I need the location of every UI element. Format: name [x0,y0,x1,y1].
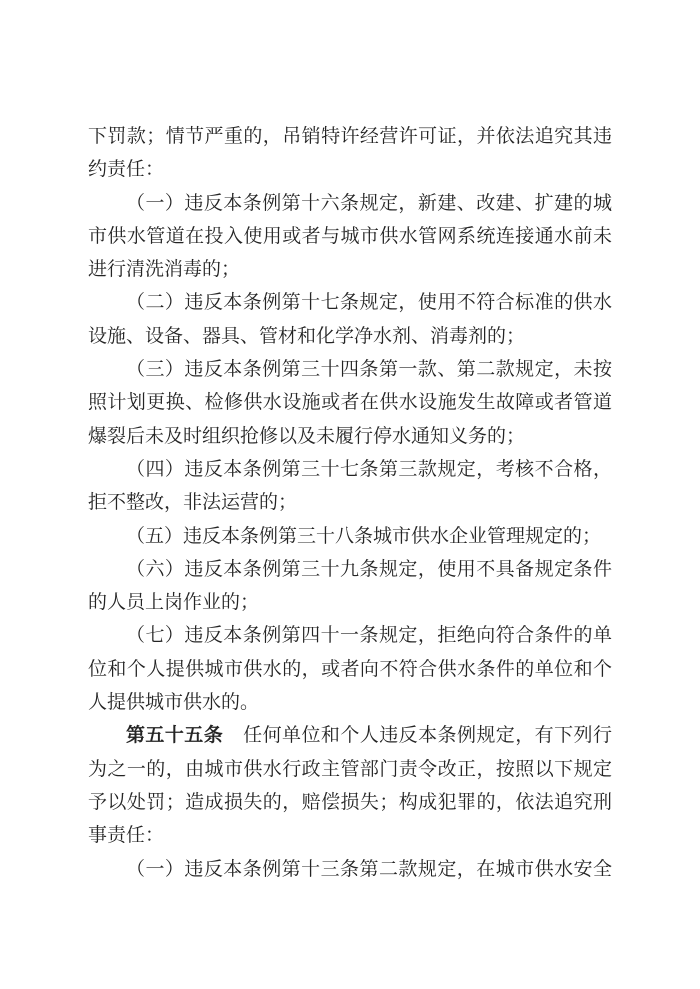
text-line: 进行清洗消毒的； [88,258,241,281]
document-text-block [88,120,612,886]
text-line: （一）违反本条例第十三条第二款规定，在城市供水安全 [126,857,612,880]
text-line: （七）违反本条例第四十一条规定，拒绝向符合条件的单 [126,624,612,647]
text-line: 为之一的，由城市供水行政主管部门责令改正，按照以下规定 [88,757,612,780]
text-line: 予以处罚；造成损失的，赔偿损失；构成犯罪的，依法追究刑 [88,790,612,813]
text-line: （六）违反本条例第三十九条规定，使用不具备规定条件 [126,557,612,580]
text-line: （四）违反本条例第三十七条第三款规定，考核不合格， [126,457,612,480]
text-line: 约责任： [88,158,165,181]
text-line: 市供水管道在投入使用或者与城市供水管网系统连接通水前未 [88,224,612,247]
text-line: 位和个人提供城市供水的，或者向不符合供水条件的单位和个 [88,657,612,680]
text-line: 下罚款；情节严重的，吊销特许经营许可证，并依法追究其违 [88,125,612,147]
text-line: （三）违反本条例第三十四条第一款、第二款规定，未按 [126,358,612,381]
text-line: 事责任： [88,824,165,847]
text-line: 的人员上岗作业的； [88,591,260,614]
text-line: （二）违反本条例第十七条规定，使用不符合标准的供水 [126,291,612,314]
article-body-text: 任何单位和个人违反本条例规定，有下列行 [243,724,612,747]
text-line: 照计划更换、检修供水设施或者在供水设施发生故障或者管道 [88,391,612,414]
text-line: 爆裂后未及时组织抢修以及未履行停水通知义务的； [88,424,526,447]
text-line: 设施、设备、器具、管材和化学净水剂、消毒剂的； [88,324,526,347]
article-number: 第五十五条 [126,724,224,747]
text-line: 人提供城市供水的。 [88,691,260,714]
text-line: 拒不整改，非法运营的； [88,491,298,514]
text-line-article-heading [88,719,612,752]
text-line: （五）违反本条例第三十八条城市供水企业管理规定的； [126,524,602,547]
text-line: （一）违反本条例第十六条规定，新建、改建、扩建的城 [126,191,612,214]
